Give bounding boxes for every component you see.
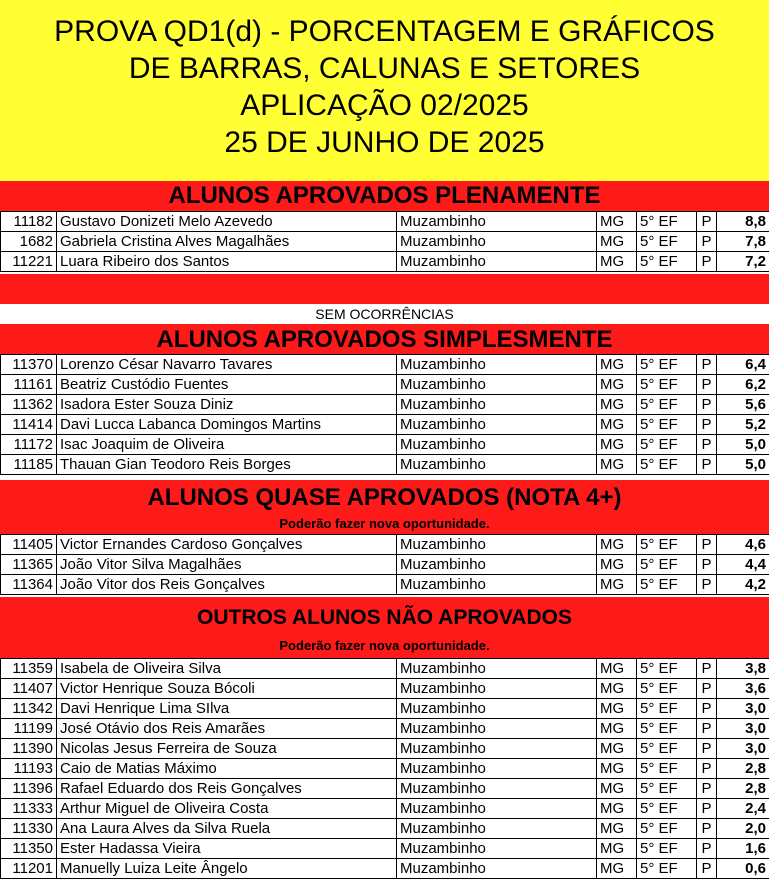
student-id: 11362 bbox=[1, 395, 57, 415]
student-grade: 5° EF bbox=[637, 719, 697, 739]
student-city: Muzambinho bbox=[397, 575, 597, 595]
student-name: Arthur Miguel de Oliveira Costa bbox=[57, 799, 397, 819]
student-status: P bbox=[697, 232, 717, 252]
note-outros: Poderão fazer nova oportunidade. bbox=[279, 638, 490, 653]
student-state: MG bbox=[597, 415, 637, 435]
student-status: P bbox=[697, 212, 717, 232]
student-city: Muzambinho bbox=[397, 859, 597, 879]
table-row bbox=[1, 739, 769, 759]
table-row bbox=[1, 575, 769, 595]
student-score: 3,8 bbox=[717, 659, 769, 679]
student-grade: 5° EF bbox=[637, 779, 697, 799]
student-state: MG bbox=[597, 212, 637, 232]
student-name: João Vitor dos Reis Gonçalves bbox=[57, 575, 397, 595]
student-score: 6,2 bbox=[717, 375, 769, 395]
student-grade: 5° EF bbox=[637, 699, 697, 719]
student-score: 3,0 bbox=[717, 699, 769, 719]
student-score: 4,4 bbox=[717, 555, 769, 575]
student-state: MG bbox=[597, 375, 637, 395]
student-state: MG bbox=[597, 799, 637, 819]
student-city: Muzambinho bbox=[397, 759, 597, 779]
student-score: 2,8 bbox=[717, 779, 769, 799]
student-status: P bbox=[697, 839, 717, 859]
student-city: Muzambinho bbox=[397, 232, 597, 252]
student-status: P bbox=[697, 555, 717, 575]
student-id: 11182 bbox=[1, 212, 57, 232]
table-row bbox=[1, 232, 769, 252]
student-name: Gustavo Donizeti Melo Azevedo bbox=[57, 212, 397, 232]
title-line-1: PROVA QD1(d) - PORCENTAGEM E GRÁFICOS bbox=[54, 15, 715, 48]
student-grade: 5° EF bbox=[637, 859, 697, 879]
student-city: Muzambinho bbox=[397, 739, 597, 759]
table-row bbox=[1, 859, 769, 879]
student-grade: 5° EF bbox=[637, 535, 697, 555]
student-name: Lorenzo César Navarro Tavares bbox=[57, 355, 397, 375]
student-status: P bbox=[697, 415, 717, 435]
student-grade: 5° EF bbox=[637, 659, 697, 679]
student-grade: 5° EF bbox=[637, 799, 697, 819]
heading-outros-nao-aprovados: OUTROS ALUNOS NÃO APROVADOS bbox=[197, 606, 572, 629]
student-state: MG bbox=[597, 535, 637, 555]
student-state: MG bbox=[597, 779, 637, 799]
student-state: MG bbox=[597, 232, 637, 252]
student-id: 11221 bbox=[1, 252, 57, 272]
student-grade: 5° EF bbox=[637, 575, 697, 595]
student-name: José Otávio dos Reis Amarães bbox=[57, 719, 397, 739]
student-grade: 5° EF bbox=[637, 555, 697, 575]
student-city: Muzambinho bbox=[397, 355, 597, 375]
student-status: P bbox=[697, 759, 717, 779]
student-grade: 5° EF bbox=[637, 455, 697, 475]
student-grade: 5° EF bbox=[637, 252, 697, 272]
student-id: 11333 bbox=[1, 799, 57, 819]
student-city: Muzambinho bbox=[397, 415, 597, 435]
student-score: 2,4 bbox=[717, 799, 769, 819]
student-status: P bbox=[697, 535, 717, 555]
student-grade: 5° EF bbox=[637, 355, 697, 375]
student-id: 11172 bbox=[1, 435, 57, 455]
student-score: 4,2 bbox=[717, 575, 769, 595]
student-name: Caio de Matias Máximo bbox=[57, 759, 397, 779]
table-row bbox=[1, 555, 769, 575]
student-state: MG bbox=[597, 719, 637, 739]
student-city: Muzambinho bbox=[397, 839, 597, 859]
table-row bbox=[1, 415, 769, 435]
student-id: 11365 bbox=[1, 555, 57, 575]
student-city: Muzambinho bbox=[397, 659, 597, 679]
student-id: 11161 bbox=[1, 375, 57, 395]
student-id: 11342 bbox=[1, 699, 57, 719]
student-grade: 5° EF bbox=[637, 839, 697, 859]
table-row bbox=[1, 819, 769, 839]
student-status: P bbox=[697, 679, 717, 699]
student-name: Isac Joaquim de Oliveira bbox=[57, 435, 397, 455]
student-id: 11350 bbox=[1, 839, 57, 859]
table-row bbox=[1, 839, 769, 859]
student-score: 5,0 bbox=[717, 435, 769, 455]
student-status: P bbox=[697, 355, 717, 375]
student-state: MG bbox=[597, 435, 637, 455]
student-id: 11405 bbox=[1, 535, 57, 555]
student-state: MG bbox=[597, 555, 637, 575]
table-row bbox=[1, 252, 769, 272]
student-grade: 5° EF bbox=[637, 739, 697, 759]
student-score: 4,6 bbox=[717, 535, 769, 555]
student-city: Muzambinho bbox=[397, 779, 597, 799]
student-grade: 5° EF bbox=[637, 435, 697, 455]
student-name: Victor Ernandes Cardoso Gonçalves bbox=[57, 535, 397, 555]
student-status: P bbox=[697, 575, 717, 595]
student-id: 11359 bbox=[1, 659, 57, 679]
student-id: 11185 bbox=[1, 455, 57, 475]
student-city: Muzambinho bbox=[397, 212, 597, 232]
student-state: MG bbox=[597, 252, 637, 272]
sem-ocorrencias-label: SEM OCORRÊNCIAS bbox=[0, 304, 769, 324]
student-city: Muzambinho bbox=[397, 819, 597, 839]
table-row bbox=[1, 535, 769, 555]
student-state: MG bbox=[597, 455, 637, 475]
student-grade: 5° EF bbox=[637, 395, 697, 415]
student-city: Muzambinho bbox=[397, 395, 597, 415]
heading-quase-aprovados: ALUNOS QUASE APROVADOS (NOTA 4+) bbox=[147, 484, 622, 511]
student-status: P bbox=[697, 859, 717, 879]
student-state: MG bbox=[597, 759, 637, 779]
student-id: 11199 bbox=[1, 719, 57, 739]
student-status: P bbox=[697, 779, 717, 799]
student-status: P bbox=[697, 252, 717, 272]
student-name: Isadora Ester Souza Diniz bbox=[57, 395, 397, 415]
student-name: Ana Laura Alves da Silva Ruela bbox=[57, 819, 397, 839]
student-score: 8,8 bbox=[717, 212, 769, 232]
student-status: P bbox=[697, 799, 717, 819]
student-grade: 5° EF bbox=[637, 375, 697, 395]
student-status: P bbox=[697, 395, 717, 415]
student-name: Rafael Eduardo dos Reis Gonçalves bbox=[57, 779, 397, 799]
spacer-band bbox=[0, 274, 769, 304]
student-name: Thauan Gian Teodoro Reis Borges bbox=[57, 455, 397, 475]
table-simples bbox=[0, 354, 769, 475]
student-name: Ester Hadassa Vieira bbox=[57, 839, 397, 859]
student-id: 11390 bbox=[1, 739, 57, 759]
student-name: Gabriela Cristina Alves Magalhães bbox=[57, 232, 397, 252]
student-score: 2,8 bbox=[717, 759, 769, 779]
title-line-4: 25 DE JUNHO DE 2025 bbox=[224, 126, 545, 159]
student-id: 11201 bbox=[1, 859, 57, 879]
student-score: 0,6 bbox=[717, 859, 769, 879]
table-outros bbox=[0, 658, 769, 879]
student-status: P bbox=[697, 455, 717, 475]
table-row bbox=[1, 375, 769, 395]
student-score: 5,0 bbox=[717, 455, 769, 475]
student-city: Muzambinho bbox=[397, 455, 597, 475]
student-id: 11414 bbox=[1, 415, 57, 435]
student-id: 11370 bbox=[1, 355, 57, 375]
student-id: 11330 bbox=[1, 819, 57, 839]
student-score: 7,8 bbox=[717, 232, 769, 252]
student-name: Manuelly Luiza Leite Ângelo bbox=[57, 859, 397, 879]
student-score: 2,0 bbox=[717, 819, 769, 839]
table-plenos bbox=[0, 211, 769, 272]
student-name: Davi Henrique Lima SIlva bbox=[57, 699, 397, 719]
student-grade: 5° EF bbox=[637, 819, 697, 839]
student-grade: 5° EF bbox=[637, 415, 697, 435]
heading-aprovados-simplesmente: ALUNOS APROVADOS SIMPLESMENTE bbox=[0, 324, 769, 354]
student-name: Victor Henrique Souza Bócoli bbox=[57, 679, 397, 699]
section-outros-header bbox=[0, 597, 769, 658]
student-city: Muzambinho bbox=[397, 435, 597, 455]
student-grade: 5° EF bbox=[637, 212, 697, 232]
student-state: MG bbox=[597, 679, 637, 699]
table-row bbox=[1, 659, 769, 679]
title-banner bbox=[0, 0, 769, 181]
title-line-3: APLICAÇÃO 02/2025 bbox=[240, 89, 529, 122]
student-score: 3,0 bbox=[717, 719, 769, 739]
student-name: Davi Lucca Labanca Domingos Martins bbox=[57, 415, 397, 435]
student-state: MG bbox=[597, 659, 637, 679]
student-city: Muzambinho bbox=[397, 555, 597, 575]
student-city: Muzambinho bbox=[397, 535, 597, 555]
student-score: 7,2 bbox=[717, 252, 769, 272]
student-state: MG bbox=[597, 839, 637, 859]
table-row bbox=[1, 395, 769, 415]
student-name: Luara Ribeiro dos Santos bbox=[57, 252, 397, 272]
student-name: Beatriz Custódio Fuentes bbox=[57, 375, 397, 395]
table-row bbox=[1, 719, 769, 739]
student-city: Muzambinho bbox=[397, 699, 597, 719]
student-score: 3,0 bbox=[717, 739, 769, 759]
student-state: MG bbox=[597, 355, 637, 375]
student-status: P bbox=[697, 819, 717, 839]
student-status: P bbox=[697, 739, 717, 759]
table-row bbox=[1, 779, 769, 799]
student-id: 11407 bbox=[1, 679, 57, 699]
student-score: 5,2 bbox=[717, 415, 769, 435]
student-id: 11396 bbox=[1, 779, 57, 799]
student-name: João Vitor Silva Magalhães bbox=[57, 555, 397, 575]
student-score: 1,6 bbox=[717, 839, 769, 859]
student-city: Muzambinho bbox=[397, 679, 597, 699]
table-row bbox=[1, 435, 769, 455]
student-status: P bbox=[697, 719, 717, 739]
student-status: P bbox=[697, 659, 717, 679]
student-city: Muzambinho bbox=[397, 375, 597, 395]
student-id: 11364 bbox=[1, 575, 57, 595]
student-score: 6,4 bbox=[717, 355, 769, 375]
student-score: 5,6 bbox=[717, 395, 769, 415]
student-status: P bbox=[697, 435, 717, 455]
student-city: Muzambinho bbox=[397, 719, 597, 739]
table-row bbox=[1, 759, 769, 779]
student-score: 3,6 bbox=[717, 679, 769, 699]
student-name: Isabela de Oliveira Silva bbox=[57, 659, 397, 679]
student-name: Nicolas Jesus Ferreira de Souza bbox=[57, 739, 397, 759]
table-row bbox=[1, 699, 769, 719]
student-id: 11193 bbox=[1, 759, 57, 779]
student-status: P bbox=[697, 699, 717, 719]
student-state: MG bbox=[597, 739, 637, 759]
student-state: MG bbox=[597, 819, 637, 839]
student-state: MG bbox=[597, 859, 637, 879]
table-row bbox=[1, 455, 769, 475]
title-line-2: DE BARRAS, CALUNAS E SETORES bbox=[128, 52, 641, 85]
student-state: MG bbox=[597, 699, 637, 719]
student-city: Muzambinho bbox=[397, 252, 597, 272]
student-grade: 5° EF bbox=[637, 679, 697, 699]
section-quase-header bbox=[0, 480, 769, 534]
student-state: MG bbox=[597, 575, 637, 595]
student-id: 1682 bbox=[1, 232, 57, 252]
student-city: Muzambinho bbox=[397, 799, 597, 819]
table-row bbox=[1, 355, 769, 375]
student-grade: 5° EF bbox=[637, 759, 697, 779]
student-grade: 5° EF bbox=[637, 232, 697, 252]
student-state: MG bbox=[597, 395, 637, 415]
table-row bbox=[1, 212, 769, 232]
table-row bbox=[1, 799, 769, 819]
table-row bbox=[1, 679, 769, 699]
note-quase: Poderão fazer nova oportunidade. bbox=[279, 516, 490, 531]
student-status: P bbox=[697, 375, 717, 395]
heading-aprovados-plenamente: ALUNOS APROVADOS PLENAMENTE bbox=[0, 181, 769, 211]
table-quase bbox=[0, 534, 769, 595]
